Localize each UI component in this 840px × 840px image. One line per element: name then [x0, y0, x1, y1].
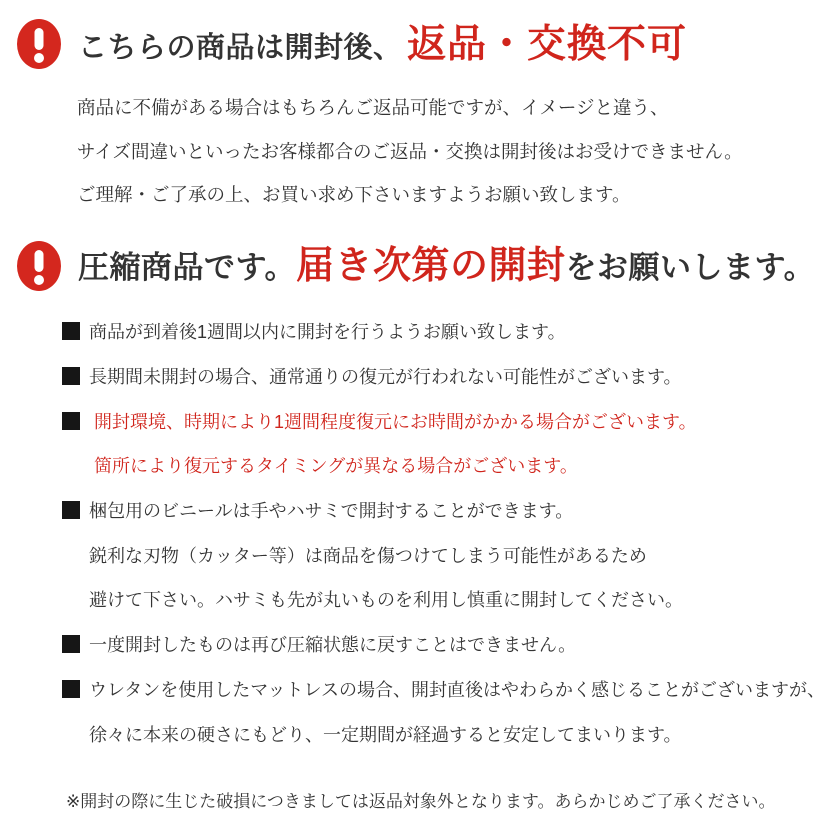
- compressed-product-header: [17, 241, 815, 291]
- list-item: [62, 309, 825, 354]
- list-item-text: ウレタンを使用したマットレスの場合、開封直後はやわらかく感じることがございますが、: [89, 679, 826, 700]
- paragraph-line: ご理解・ご了承の上、お買い求め下さいますようお願い致します。: [77, 184, 631, 205]
- instruction-list: [62, 309, 825, 756]
- list-item-text: 鋭利な刃物（カッター等）は商品を傷つけてしまう可能性があるため: [89, 545, 647, 566]
- list-item-text: 避けて下さい。ハサミも先が丸いものを利用し慎重に開封してください。: [89, 590, 683, 611]
- heading-black-text: をお願いします。: [565, 250, 816, 285]
- bullet-square-icon: [62, 635, 80, 653]
- list-item: [62, 398, 825, 443]
- list-item-text: 梱包用のビニールは手やハサミで開封することができます。: [89, 501, 574, 522]
- exclamation-circle-icon: [17, 241, 61, 291]
- list-item: [62, 488, 825, 533]
- list-item: [62, 443, 825, 488]
- bullet-square-icon: [62, 680, 80, 698]
- list-item-text: 開封環境、時期により1週間程度復元にお時間がかかる場合がございます。: [94, 411, 697, 432]
- exclamation-circle-icon: [17, 19, 61, 69]
- list-item: [62, 711, 825, 756]
- list-item-text: 商品が到着後1週間以内に開封を行うようお願い致します。: [89, 322, 566, 343]
- heading-black-text: こちらの商品は開封後、: [78, 31, 403, 64]
- paragraph-line: サイズ間違いといったお客様都合のご返品・交換は開封後はお受けできません。: [77, 140, 743, 162]
- list-item-text: 徐々に本来の硬さにもどり、一定期間が経過すると安定してまいります。: [89, 724, 682, 745]
- list-item-text: 長期間未開封の場合、通常通りの復元が行われない可能性がございます。: [89, 367, 682, 388]
- bullet-square-icon: [62, 322, 80, 340]
- paragraph-line: 商品に不備がある場合はもちろんご返品可能ですが、イメージと違う、: [77, 97, 669, 118]
- list-item: [62, 532, 825, 577]
- compressed-product-heading: [78, 247, 815, 285]
- return-policy-paragraph: [77, 86, 743, 217]
- list-item-text: 箇所により復元するタイミングが異なる場合がございます。: [94, 456, 578, 477]
- bullet-square-icon: [62, 501, 80, 519]
- return-policy-header: [17, 19, 687, 69]
- list-item: [62, 577, 825, 622]
- heading-black-text: 圧縮商品です。: [78, 250, 297, 285]
- list-item: [62, 354, 825, 399]
- heading-red-text: 届き次第の開封: [296, 245, 566, 287]
- list-item: [62, 622, 825, 667]
- list-item-text: 一度開封したものは再び圧縮状態に戻すことはできません。: [89, 635, 577, 656]
- footnote: ※開封の際に生じた破損につきましては返品対象外となります。あらかじめご了承ください。: [66, 792, 776, 811]
- list-item: [62, 667, 825, 712]
- bullet-square-icon: [62, 367, 80, 385]
- return-policy-heading: [78, 22, 687, 66]
- bullet-square-icon: [62, 412, 80, 430]
- heading-red-text: 返品・交換不可: [406, 22, 687, 66]
